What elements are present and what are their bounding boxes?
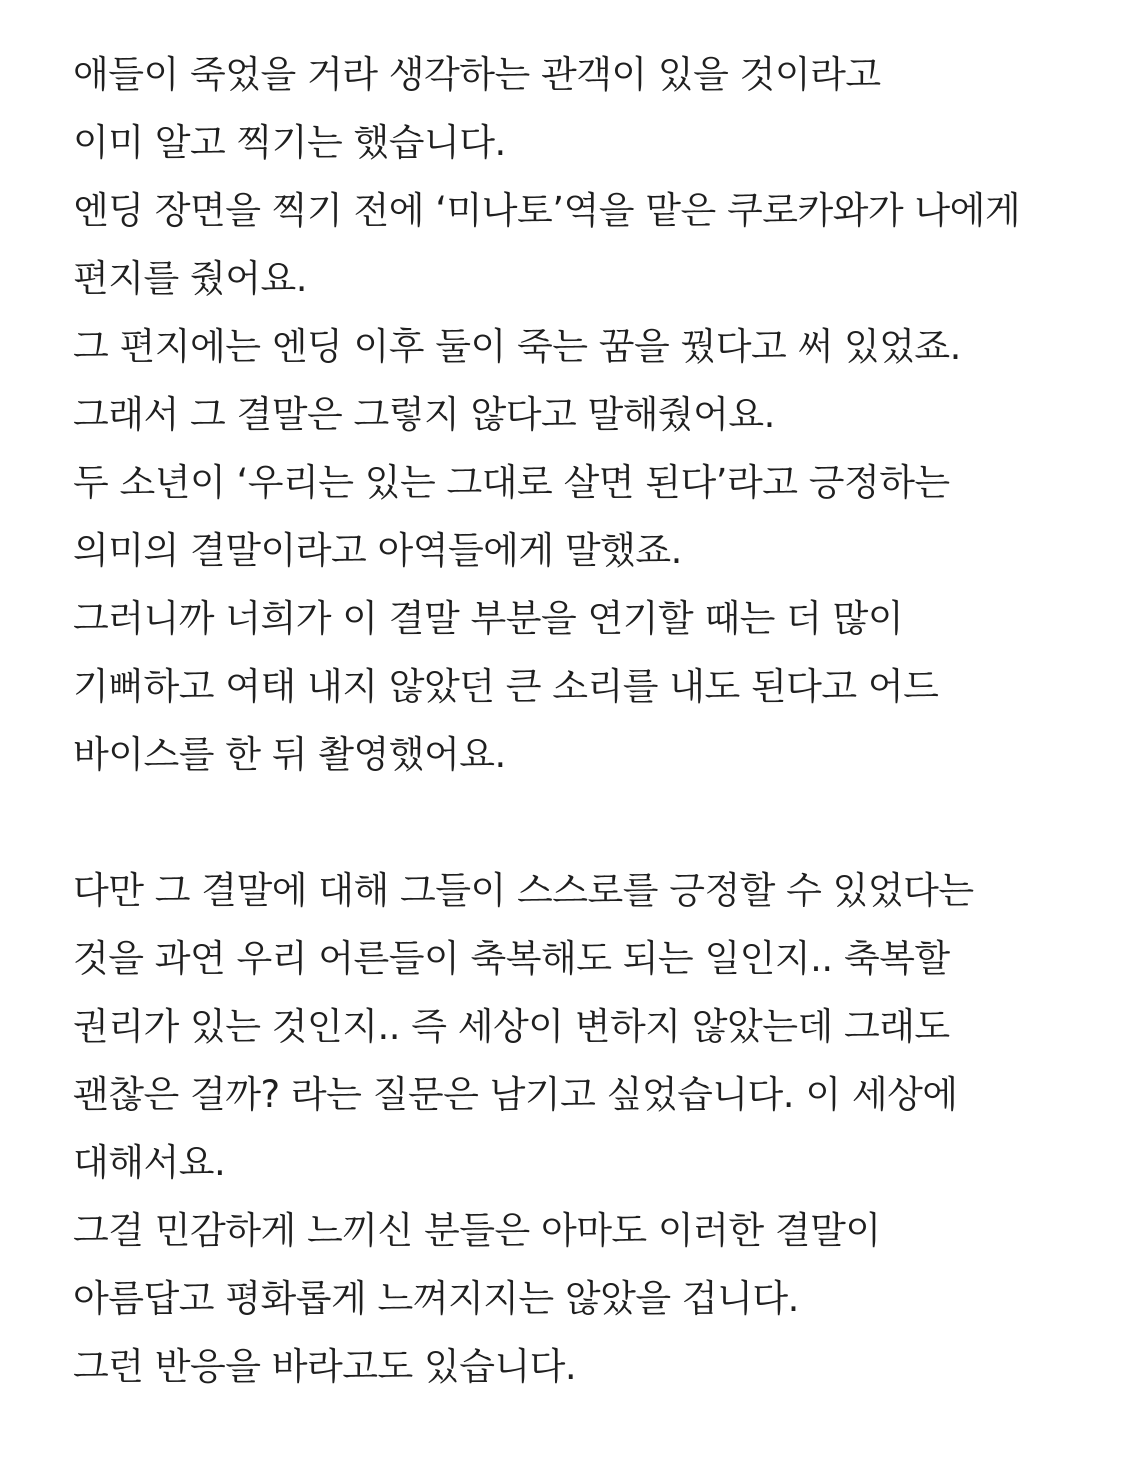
text-line: 바이스를 한 뒤 촬영했어요. bbox=[73, 733, 506, 776]
text-line: 편지를 줬어요. bbox=[73, 257, 307, 300]
text-line: 괜찮은 걸까? 라는 질문은 남기고 싶었습니다. 이 세상에 bbox=[73, 1073, 958, 1116]
text-line: 그 편지에는 엔딩 이후 둘이 죽는 꿈을 꿨다고 써 있었죠. bbox=[73, 325, 961, 368]
text-line: 그러니까 너희가 이 결말 부분을 연기할 때는 더 많이 bbox=[73, 597, 904, 640]
text-line: 엔딩 장면을 찍기 전에 ‘미나토’역을 맡은 쿠로카와가 나에게 bbox=[73, 189, 1021, 232]
text-line: 그래서 그 결말은 그렇지 않다고 말해줬어요. bbox=[73, 393, 775, 436]
article-text bbox=[73, 41, 1083, 1401]
paragraph-1 bbox=[73, 41, 1083, 789]
text-line: 의미의 결말이라고 아역들에게 말했죠. bbox=[73, 529, 682, 572]
text-line: 두 소년이 ‘우리는 있는 그대로 살면 된다’라고 긍정하는 bbox=[73, 461, 950, 504]
text-line: 기뻐하고 여태 내지 않았던 큰 소리를 내도 된다고 어드 bbox=[73, 665, 939, 708]
text-line: 다만 그 결말에 대해 그들이 스스로를 긍정할 수 있었다는 bbox=[73, 869, 974, 912]
text-line: 그런 반응을 바라고도 있습니다. bbox=[73, 1345, 577, 1388]
paragraph-2 bbox=[73, 857, 1083, 1401]
text-line: 아름답고 평화롭게 느껴지지는 않았을 겁니다. bbox=[73, 1277, 799, 1320]
text-line: 애들이 죽었을 거라 생각하는 관객이 있을 것이라고 bbox=[73, 53, 881, 96]
text-line: 그걸 민감하게 느끼신 분들은 아마도 이러한 결말이 bbox=[73, 1209, 881, 1252]
text-line: 대해서요. bbox=[73, 1141, 226, 1184]
text-line: 이미 알고 찍기는 했습니다. bbox=[73, 121, 506, 164]
text-line: 권리가 있는 것인지.. 즉 세상이 변하지 않았는데 그래도 bbox=[73, 1005, 950, 1048]
paragraph-spacer bbox=[73, 789, 1083, 857]
text-line: 것을 과연 우리 어른들이 축복해도 되는 일인지.. 축복할 bbox=[73, 937, 950, 980]
